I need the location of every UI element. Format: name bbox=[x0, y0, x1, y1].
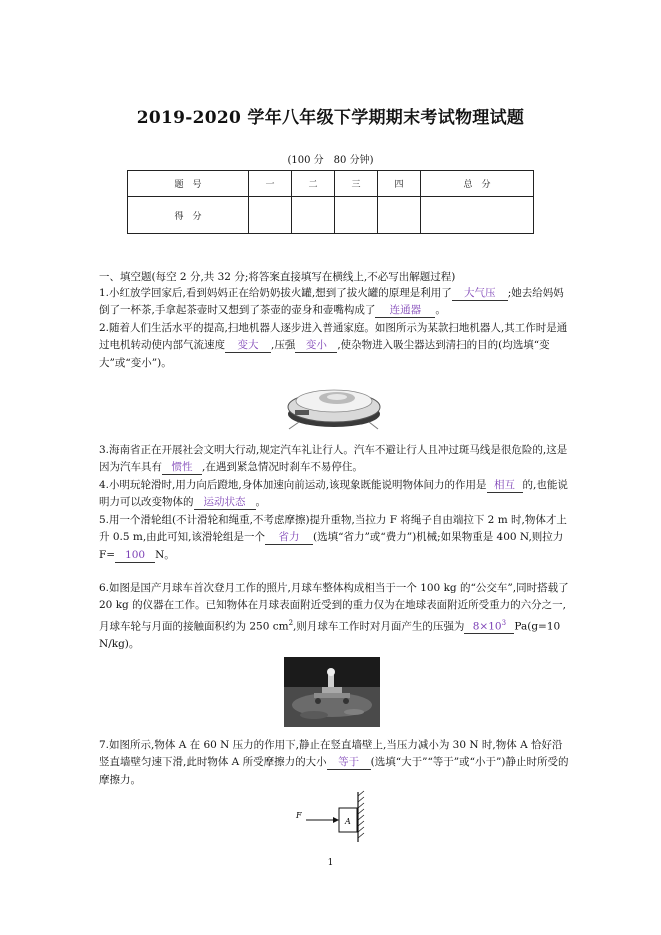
score-table-header-row bbox=[128, 171, 534, 197]
question-text: 4.小明玩轮滑时,用力向后蹬地,身体加速向前运动,该现象既能说明物体间力的作用是 bbox=[99, 479, 487, 491]
question-text: ,压强 bbox=[271, 339, 296, 352]
exam-score-time: (100 分 80 分钟) bbox=[287, 155, 374, 166]
question-text: 6.如图是国产月球车首次登月工作的照片,月球车整体构成相当于一个 100 kg 的“公交车”,同时搭载了 20 kg 的仪器在工作。已知物体在月球表面附近受到的重力仅为在地球表面附近所受重力的六分之一,月球车轮与月面的接触面积约为 250 cm bbox=[99, 582, 569, 633]
question-text: ,则月球车工作时对月面产生的压强为 bbox=[293, 620, 465, 633]
question-2 bbox=[99, 320, 569, 372]
question-text: ,使杂物进入吸尘器达到清扫的目的(均选填“变大”或“变小”)。 bbox=[99, 339, 550, 369]
question-text: ,在遇到紧急情况时刹车不易停住。 bbox=[202, 461, 363, 474]
answer-value: 8×10 bbox=[472, 620, 502, 633]
section-heading: 一、填空题(每空 2 分,共 32 分;将答案直接填写在横线上,不必写出解题过程) bbox=[99, 271, 456, 283]
score-table-cell: 四 bbox=[378, 171, 421, 197]
score-entry-cell bbox=[421, 197, 534, 234]
question-text: Pa(g=10 N/kg)。 bbox=[99, 620, 561, 650]
force-label: F bbox=[296, 811, 302, 820]
question-text: 2.随着人们生活水平的提高,扫地机器人逐步进入普通家庭。如图所示为某款扫地机器人,其工作时是通过电机转动使内部气流速度 bbox=[99, 322, 568, 352]
score-table-cell: 一 bbox=[249, 171, 292, 197]
question-text: 7.如图所示,物体 A 在 60 N 压力的作用下,静止在竖直墙壁上,当压力减小为 30 N 时,物体 A 恰好沿竖直墙壁匀速下滑,此时物体 A 所受摩擦力的大小 bbox=[99, 739, 563, 769]
block-label: A bbox=[345, 817, 351, 826]
wall-hatching bbox=[358, 791, 364, 838]
answer-blank: 惯性 bbox=[162, 461, 202, 475]
question-text: 的,也能说明力可以改变物体的 bbox=[99, 479, 568, 509]
score-table-cell: 三 bbox=[335, 171, 378, 197]
score-table-cell: 总 分 bbox=[421, 171, 534, 197]
question-text: ;她去给妈妈倒了一杯茶,手拿起茶壶时又想到了茶壶的壶身和壶嘴构成了 bbox=[99, 287, 564, 317]
answer-superscript: 3 bbox=[501, 618, 507, 627]
question-text: N。 bbox=[155, 548, 175, 561]
score-table bbox=[127, 170, 534, 234]
answer-blank: 变大 bbox=[225, 339, 271, 353]
score-entry-cell bbox=[292, 197, 335, 234]
answer-blank: 等于 bbox=[327, 756, 371, 770]
question-3 bbox=[99, 442, 569, 477]
question-text: 。 bbox=[255, 496, 266, 509]
question-text: 1.小红放学回家后,看到妈妈正在给奶奶拔火罐,想到了拔火罐的原理是利用了 bbox=[99, 287, 452, 299]
answer-blank: 连通器 bbox=[375, 304, 435, 318]
answer-blank bbox=[464, 617, 514, 635]
score-entry-cell bbox=[378, 197, 421, 234]
lunar-rover-image bbox=[284, 657, 380, 727]
page-title: 2019-2020 学年八年级下学期期末考试物理试题 bbox=[136, 108, 525, 128]
force-arrowhead bbox=[333, 817, 339, 823]
question-4 bbox=[99, 477, 569, 512]
robot-vacuum-image bbox=[285, 374, 383, 432]
answer-blank: 大气压 bbox=[452, 287, 508, 301]
question-text: 3.海南省正在开展社会文明大行动,规定汽车礼让行人。汽车不避让行人且冲过斑马线是很危险的,这是因为汽车具有 bbox=[99, 444, 568, 474]
score-table-score-row bbox=[128, 197, 534, 234]
question-text: (选填“大于”“等于”或“小于”)静止时所受的摩擦力。 bbox=[99, 756, 569, 786]
question-text: (选填“省力”或“费力”)机械;如果物重是 400 N,则拉力 F= bbox=[99, 531, 564, 561]
question-5 bbox=[99, 512, 569, 564]
score-entry-cell bbox=[249, 197, 292, 234]
question-text: 。 bbox=[435, 304, 446, 317]
answer-blank: 相互 bbox=[487, 479, 523, 493]
score-table-cell: 题 号 bbox=[128, 171, 249, 197]
score-table-cell: 二 bbox=[292, 171, 335, 197]
answer-blank: 省力 bbox=[265, 531, 313, 545]
answer-blank: 运动状态 bbox=[194, 496, 256, 510]
score-table-cell: 得 分 bbox=[128, 197, 249, 234]
force-diagram bbox=[294, 790, 370, 844]
score-entry-cell bbox=[335, 197, 378, 234]
superscript: 2 bbox=[288, 618, 294, 627]
page-number: 1 bbox=[327, 858, 334, 868]
question-1 bbox=[99, 285, 569, 320]
question-text: 5.用一个滑轮组(不计滑轮和绳重,不考虑摩擦)提升重物,当拉力 F 将绳子自由端拉下 2 m 时,物体才上升 0.5 m,由此可知,该滑轮组是一个 bbox=[99, 514, 567, 544]
question-7 bbox=[99, 737, 569, 789]
answer-blank: 变小 bbox=[295, 339, 337, 353]
answer-blank: 100 bbox=[115, 549, 155, 563]
question-6 bbox=[99, 580, 569, 653]
